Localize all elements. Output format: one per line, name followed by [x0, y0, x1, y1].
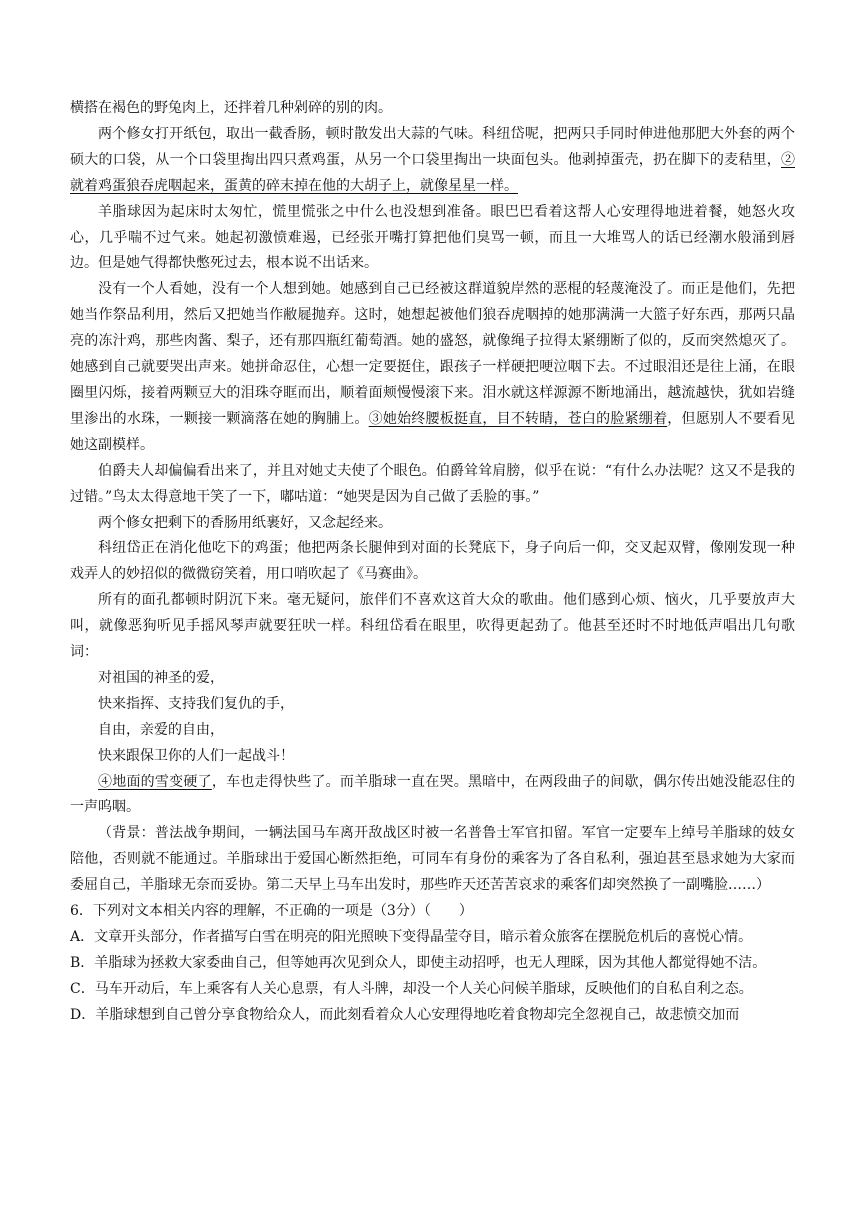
paragraph: 科纽岱正在消化他吃下的鸡蛋；他把两条长腿伸到对面的长凳底下，身子向后一仰，交叉起双臂，像刚发现一种戏弄人的妙招似的微微窃笑着，用口哨吹起了《马赛曲》。	[70, 540, 795, 583]
option-d: D．羊脂球想到自己曾分享食物给众人，而此刻看着众人心安理得地吃着食物却完全忽视自己，故悲愤交加而	[70, 1006, 740, 1023]
paragraph: 两个修女打开纸包，取出一截香肠，顿时散发出大蒜的气味。科纽岱呢，把两只手同时伸进他那肥大外套的两个硕大的口袋，从一个口袋里掏出四只煮鸡蛋，从另一个口袋里掏出一块面包头。他剥掉蛋壳，扔在脚下的麦秸里，②就着鸡蛋狼吞虎咽起来，蛋黄的碎末掉在他的大胡子上，就像星星一样。	[70, 125, 795, 194]
underlined-sentence-2: ②就着鸡蛋狼吞虎咽起来，蛋黄的碎末掉在他的大胡子上，就像星星一样。	[70, 151, 795, 194]
document-page	[70, 96, 795, 1029]
poem-line: 对祖国的神圣的爱，	[98, 669, 224, 686]
paragraph: 没有一个人看她，没有一个人想到她。她感到自己已经被这群道貌岸然的恶棍的轻蔑淹没了。而正是他们，先把她当作祭品利用，然后又把她当作敝屣抛弃。这时，她想起被他们狼吞虎咽掉的她那满满一大篮子好东西，那两只晶亮的冻汁鸡，那些肉酱、梨子，还有那四瓶红葡萄酒。她的盛怒，就像绳子拉得太紧绷断了似的，反而突然熄灭了。她感到自己就要哭出声来。她拼命忍住，心想一定要挺住，跟孩子一样硬把哽泣咽下去。不过眼泪还是往上涌，在眼圈里闪烁，接着两颗豆大的泪珠夺眶而出，顺着面颊慢慢滚下来。泪水就这样源源不断地涌出，越流越快，犹如岩缝里渗出的水珠，一颗接一颗滴落在她的胸脯上。③她始终腰板挺直，目不转睛，苍白的脸紧绷着，但愿别人不要看见她这副模样。	[70, 281, 796, 453]
paragraph: 两个修女把剩下的香肠用纸裹好，又念起经来。	[98, 514, 392, 531]
option-c: C．马车开动后，车上乘客有人关心息票，有人斗牌，却没一个人关心问候羊脂球，反映他们的自私自利之态。	[70, 980, 753, 997]
paragraph: 伯爵夫人却偏偏看出来了，并且对她丈夫使了个眼色。伯爵耸耸肩膀，似乎在说：“有什么办法呢？这又不是我的过错。”鸟太太得意地干笑了一下，嘟咕道：“她哭是因为自己做了丢脸的事。”	[70, 462, 795, 505]
underlined-sentence-3: ③她始终腰板挺直，目不转睛，苍白的脸紧绷着	[368, 410, 668, 427]
paragraph: 横搭在褐色的野兔肉上，还拌着几种剁碎的别的肉。	[70, 100, 392, 116]
paragraph: 所有的面孔都顿时阴沉下来。毫无疑问，旅伴们不喜欢这首大众的歌曲。他们感到心烦、恼火，几乎要放声大叫，就像恶狗听见手摇风琴声就要狂吠一样。科纽岱看在眼里，吹得更起劲了。他甚至还时不时地低声唱出几句歌词：	[70, 592, 795, 661]
option-a: A．文章开头部分，作者描写白雪在明亮的阳光照映下变得晶莹夺目，暗示着众旅客在摆脱危机后的喜悦心情。	[70, 929, 753, 945]
underlined-sentence-4: ④地面的雪变硬了	[98, 773, 212, 790]
paragraph: ④地面的雪变硬了，车也走得快些了。而羊脂球一直在哭。黑暗中，在两段曲子的间歇，偶尔传出她没能忍住的一声呜咽。	[70, 773, 796, 816]
poem-line: 自由，亲爱的自由，	[98, 721, 224, 738]
poem-line: 快来指挥、支持我们复仇的手，	[98, 695, 294, 712]
paragraph: 羊脂球因为起床时太匆忙，慌里慌张之中什么也没想到准备。眼巴巴看着这帮人心安理得地进着餐，她怒火攻心，几乎喘不过气来。她起初激愤难遏，已经张开嘴打算把他们臭骂一顿，而且一大堆骂人的话已经潮水般涌到唇边。但是她气得都快憋死过去，根本说不出话来。	[70, 203, 795, 272]
poem-line: 快来跟保卫你的人们一起战斗！	[98, 747, 294, 764]
background-note: （背景：普法战争期间，一辆法国马车离开敌战区时被一名普鲁士军官扣留。军官一定要车上绰号羊脂球的妓女陪他，否则就不能通过。羊脂球出于爱国心断然拒绝，可同车有身份的乘客为了各自私利，强迫甚至恳求她为大家而委屈自己，羊脂球无奈而妥协。第二天早上马车出发时，那些昨天还苦苦哀求的乘客们却突然换了一副嘴脸……）	[70, 825, 795, 894]
question-stem: 6．下列对文本相关内容的理解，不正确的一项是（3分）（ ）	[70, 903, 473, 920]
option-b: B．羊脂球为拯救大家委曲自己，但等她再次见到众人，即使主动招呼，也无人理睬，因为其他人都觉得她不洁。	[70, 954, 767, 971]
